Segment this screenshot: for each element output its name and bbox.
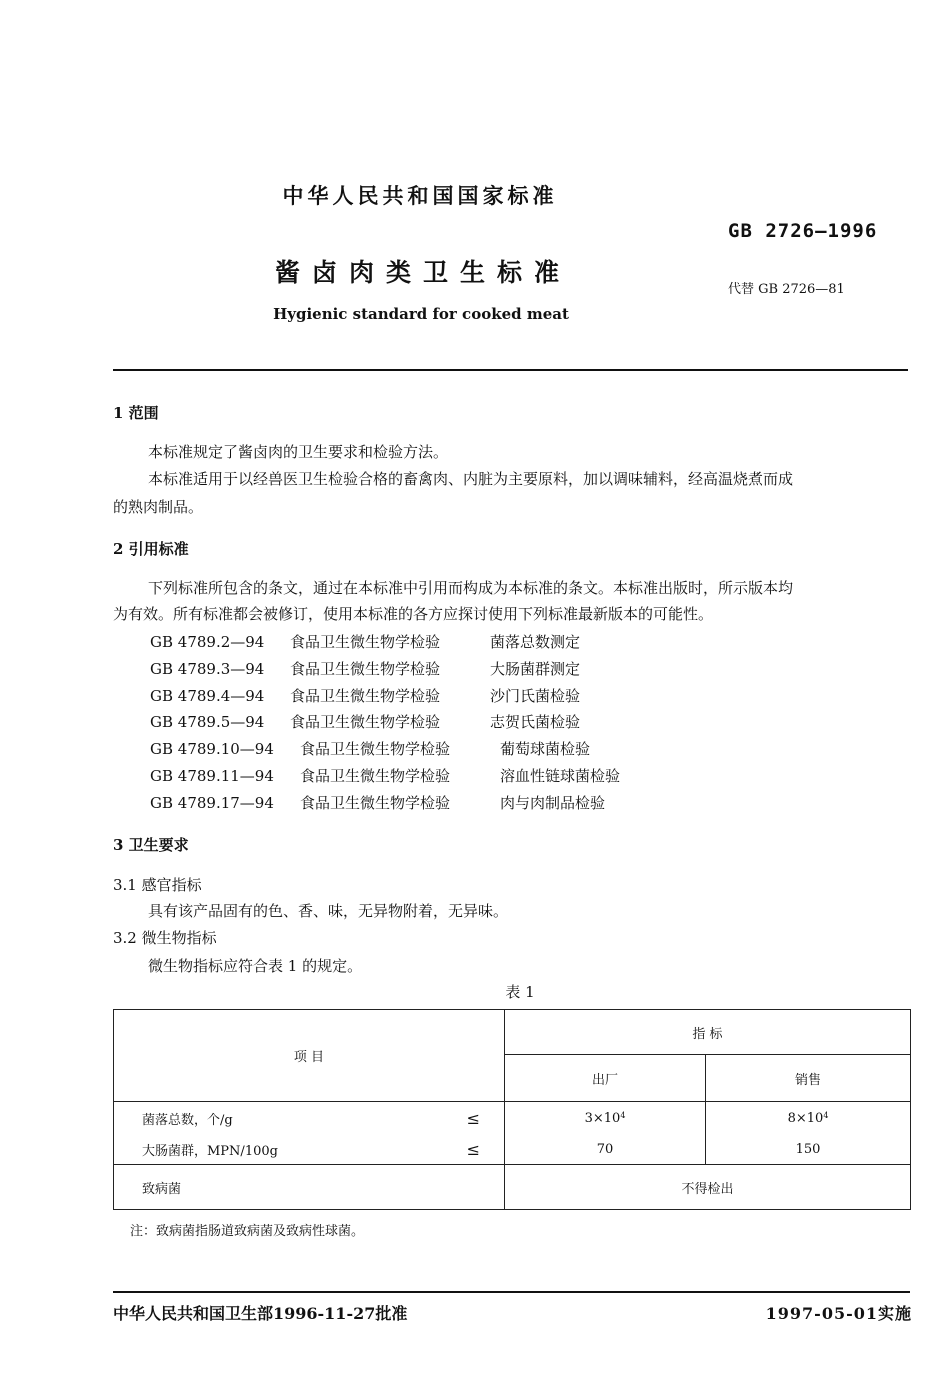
row-item: 菌落总数，个/g ≤: [114, 1102, 505, 1136]
ref-category: 食品卫生微生物学检验: [290, 660, 441, 678]
approval-line: 中华人民共和国卫生部1996-11-27批准: [113, 1304, 408, 1323]
standard-code: GB 2726—1996: [728, 220, 878, 242]
ref-category: 食品卫生微生物学检验: [290, 633, 441, 651]
reference-item: [150, 767, 620, 785]
ref-category: 食品卫生微生物学检验: [290, 713, 441, 731]
ref-code: GB 4789.11—94: [150, 767, 274, 785]
ref-name: 志贺氏菌检验: [490, 713, 581, 731]
document-title: 酱卤肉类卫生标准: [274, 258, 571, 287]
ref-category: 食品卫生微生物学检验: [300, 767, 451, 785]
ref-code: GB 4789.4—94: [150, 687, 265, 705]
national-standard-label: 中华人民共和国国家标准: [282, 183, 558, 208]
ref-category: 食品卫生微生物学检验: [290, 687, 441, 705]
reference-item: [150, 794, 605, 812]
reference-item: [150, 713, 580, 731]
header-sale: 销售: [706, 1055, 911, 1102]
reference-item: [150, 740, 590, 758]
table-caption: 表 1: [505, 983, 535, 1001]
row-factory: 70: [505, 1136, 706, 1165]
table-row: [114, 1102, 911, 1136]
footer-divider: [113, 1291, 910, 1293]
paragraph: 微生物指标应符合表 1 的规定。: [148, 957, 363, 975]
paragraph: 本标准规定了酱卤肉的卫生要求和检验方法。: [148, 443, 449, 461]
row-factory: $3\times 10^4$: [505, 1102, 706, 1136]
paragraph: 的熟肉制品。: [113, 498, 204, 516]
section-1-heading: 1 范围: [113, 404, 159, 422]
header-factory: 出厂: [505, 1055, 706, 1102]
ref-code: GB 4789.10—94: [150, 740, 274, 758]
ref-name: 肉与肉制品检验: [500, 794, 606, 812]
row-sale: 150: [706, 1136, 911, 1165]
section-2-heading: 2 引用标准: [113, 540, 189, 558]
row-item: 大肠菌群，MPN/100g ≤: [114, 1136, 505, 1165]
effective-date: 1997-05-01实施: [765, 1304, 912, 1323]
ref-code: GB 4789.3—94: [150, 660, 265, 678]
ref-code: GB 4789.5—94: [150, 713, 265, 731]
microbiology-table: [113, 1009, 911, 1210]
paragraph: 为有效。所有标准都会被修订，使用本标准的各方应探讨使用下列标准最新版本的可能性。: [113, 605, 714, 623]
header-item: 项 目: [114, 1010, 505, 1102]
replaces-label: 代替 GB 2726—81: [728, 282, 845, 297]
reference-item: [150, 687, 580, 705]
ref-category: 食品卫生微生物学检验: [300, 794, 451, 812]
ref-name: 沙门氏菌检验: [490, 687, 581, 705]
ref-category: 食品卫生微生物学检验: [300, 740, 451, 758]
ref-name: 葡萄球菌检验: [500, 740, 591, 758]
header-divider: [113, 369, 908, 371]
table-note: 注：致病菌指肠道致病菌及致病性球菌。: [130, 1224, 365, 1239]
section-3-2-heading: 3.2 微生物指标: [113, 929, 217, 947]
paragraph: 具有该产品固有的色、香、味，无异物附着，无异味。: [148, 902, 509, 920]
section-3-1-heading: 3.1 感官指标: [113, 876, 202, 894]
row-sale: $8\times 10^4$: [706, 1102, 911, 1136]
reference-item: [150, 660, 580, 678]
header-index: 指 标: [505, 1010, 911, 1055]
ref-name: 大肠菌群测定: [490, 660, 581, 678]
row-item: 致病菌: [114, 1165, 505, 1210]
paragraph: 本标准适用于以经兽医卫生检验合格的畜禽肉、内脏为主要原料，加以调味辅料，经高温烧煮而成: [148, 470, 794, 488]
table-row: [114, 1165, 911, 1210]
section-3-heading: 3 卫生要求: [113, 836, 189, 854]
ref-code: GB 4789.17—94: [150, 794, 274, 812]
reference-item: [150, 633, 580, 651]
english-title: Hygienic standard for cooked meat: [273, 305, 569, 323]
paragraph: 下列标准所包含的条文，通过在本标准中引用而构成为本标准的条文。本标准出版时，所示版本均: [148, 579, 794, 597]
table-row: [114, 1136, 911, 1165]
ref-name: 菌落总数测定: [490, 633, 581, 651]
ref-name: 溶血性链球菌检验: [500, 767, 621, 785]
ref-code: GB 4789.2—94: [150, 633, 265, 651]
row-value: 不得检出: [505, 1165, 911, 1210]
